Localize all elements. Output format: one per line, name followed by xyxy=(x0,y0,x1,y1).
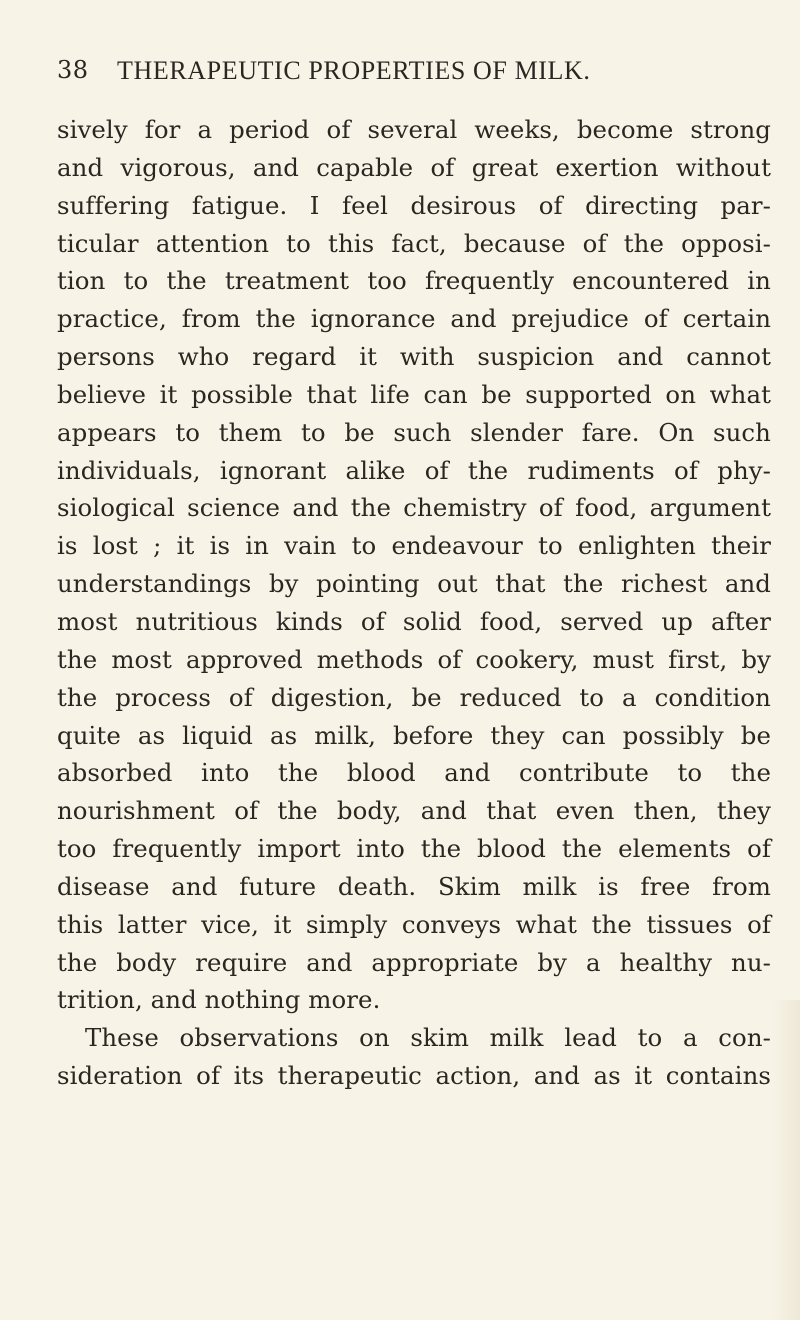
text-line-16: the process of digestion, be reduced to a condition xyxy=(57,682,771,712)
text-line-13: understandings by pointing out that the richest and xyxy=(57,569,771,599)
text-line-19: nourishment of the body, and that even then, they xyxy=(57,796,771,826)
text-line-11: siological science and the chemistry of food, argument xyxy=(57,493,771,523)
page-number: 38 xyxy=(57,56,89,84)
text-line-3: suffering fatigue. I feel desirous of directing par- xyxy=(57,190,771,220)
text-line-17: quite as liquid as milk, before they can possibly be xyxy=(57,720,771,750)
text-line-2: and vigorous, and capable of great exertion without xyxy=(57,152,771,182)
text-line-7: persons who regard it with suspicion and cannot xyxy=(57,342,771,372)
text-line-20: too frequently import into the blood the elements of xyxy=(57,834,771,864)
body-text xyxy=(57,111,771,1095)
text-line-5: tion to the treatment too frequently encountered in xyxy=(57,266,771,296)
text-line-18: absorbed into the blood and contribute to the xyxy=(57,758,771,788)
text-line-15: the most approved methods of cookery, must first, by xyxy=(57,644,771,674)
text-line-25: These observations on skim milk lead to a con- xyxy=(85,1023,771,1053)
running-head xyxy=(0,56,800,96)
text-line-10: individuals, ignorant alike of the rudiments of phy- xyxy=(57,455,771,485)
paper-edge-shading xyxy=(772,1000,800,1320)
text-line-26: sideration of its therapeutic action, and as it contains xyxy=(57,1061,771,1091)
text-line-4: ticular attention to this fact, because of the opposi- xyxy=(57,228,771,258)
text-line-8: believe it possible that life can be supported on what xyxy=(57,379,771,409)
text-line-24: trition, and nothing more. xyxy=(57,985,381,1015)
text-line-12: is lost ; it is in vain to endeavour to enlighten their xyxy=(57,531,771,561)
text-line-23: the body require and appropriate by a healthy nu- xyxy=(57,947,771,977)
text-line-21: disease and future death. Skim milk is free from xyxy=(57,871,771,901)
text-line-1: sively for a period of several weeks, become strong xyxy=(57,115,771,144)
text-line-14: most nutritious kinds of solid food, served up after xyxy=(57,606,771,636)
text-line-6: practice, from the ignorance and prejudice of certain xyxy=(57,304,771,334)
running-head-title: THERAPEUTIC PROPERTIES OF MILK. xyxy=(117,56,591,85)
text-line-9: appears to them to be such slender fare. On such xyxy=(57,417,771,447)
text-line-22: this latter vice, it simply conveys what the tissues of xyxy=(57,909,771,939)
